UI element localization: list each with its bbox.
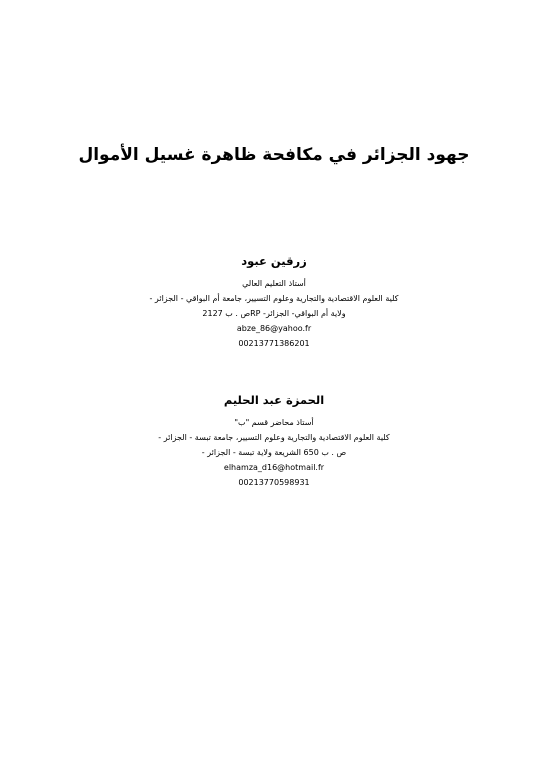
author-email: abze_86@yahoo.fr [236,324,312,333]
author-phone: 00213770598931 [238,478,310,487]
paper-title: جهود الجزائر في مكافحة ظاهرة غسيل الأموال [78,145,470,165]
author-affiliation: كلية العلوم الاقتصادية والتجارية وعلوم التسيير، جامعة أم البواقي - الجزائر - [149,294,399,303]
author-affiliation: كلية العلوم الاقتصادية والتجارية وعلوم التسيير، جامعة تبسة - الجزائر - [158,433,390,442]
author-name: زرقين عبود [241,254,307,268]
author-email: elhamza_d16@hotmail.fr [223,463,325,472]
author-position: أستاذ محاضر قسم "ب" [234,418,314,427]
author-phone: 00213771386201 [238,339,310,348]
author-block-2 [0,391,548,490]
author-block-1 [0,252,548,351]
author-name: الحمزة عبد الحليم [223,393,325,407]
author-address: ص . ب 650 الشريعة ولاية تبسة - الجزائر - [201,448,347,457]
author-address: ولاية أم البواقي- الجزائر- RPص . ب 2127 [202,309,346,318]
author-position: أستاذ التعليم العالي [242,279,306,288]
